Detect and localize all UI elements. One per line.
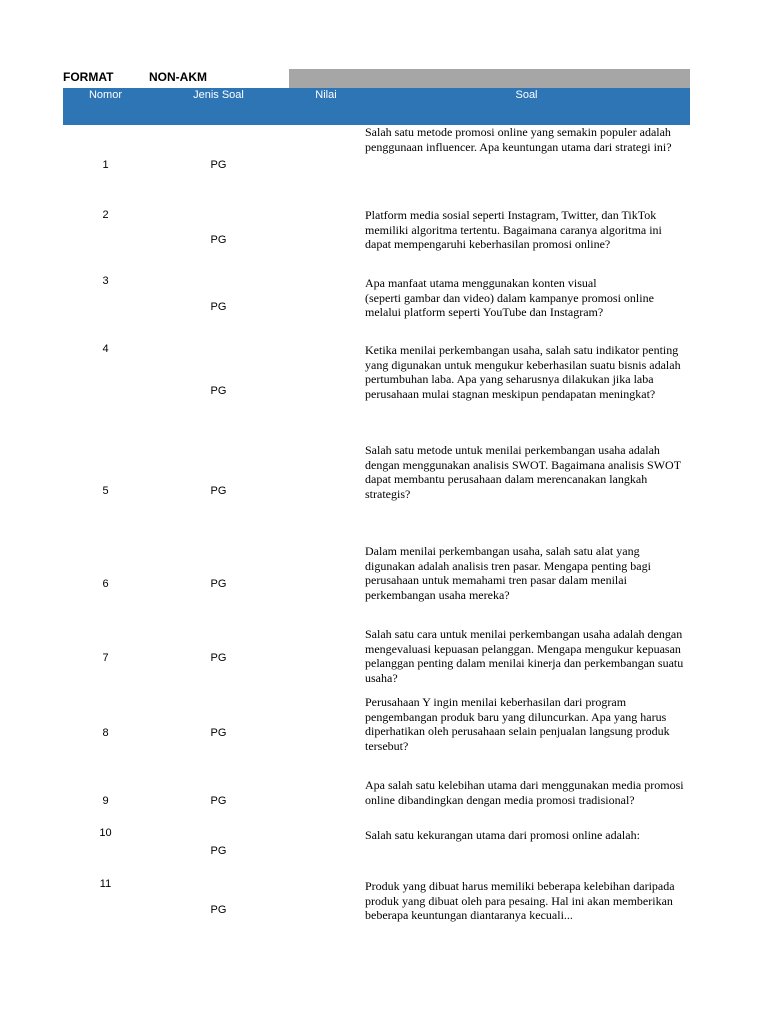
question-text: Salah satu metode untuk menilai perkembangan usaha adalah dengan menggunakan analisis SWOT. Bagaimana analisis SWOT dapat membantu perusahaan dalam merencanakan langkah strategis? — [365, 443, 681, 501]
question-type: PG — [210, 652, 227, 664]
question-text: Apa salah satu kelebihan utama dari menggunakan media promosi online dibandingkan dengan media promosi tradisional? — [365, 778, 684, 807]
question-number: 4 — [102, 343, 109, 355]
question-number: 7 — [102, 652, 109, 664]
question-type: PG — [210, 578, 227, 590]
question-text: Produk yang dibuat harus memiliki beberapa kelebihan daripada produk yang dibuat oleh para pesaing. Hal ini akan memberikan beberapa keuntungan diantaranya kecuali... — [365, 879, 675, 923]
format-label: FORMAT — [63, 70, 114, 84]
column-header-nomor: Nomor — [88, 89, 122, 101]
question-type: PG — [210, 159, 227, 171]
question-number: 9 — [102, 795, 109, 807]
question-type: PG — [210, 904, 227, 916]
question-text: Apa manfaat utama menggunakan konten visual (seperti gambar dan video) dalam kampanye promosi online melalui platform seperti YouTube dan Instagram? — [365, 276, 654, 320]
question-text: Salah satu metode promosi online yang semakin populer adalah penggunaan influencer. Apa keuntungan utama dari strategi ini? — [365, 125, 672, 154]
question-type: PG — [210, 385, 227, 397]
question-text: Salah satu cara untuk menilai perkembangan usaha adalah dengan mengevaluasi kepuasan pelanggan. Mengapa mengukur kepuasan pelanggan penting dalam menilai kinerja dan perkembangan suatu usaha? — [365, 627, 684, 685]
question-text: Ketika menilai perkembangan usaha, salah satu indikator penting yang digunakan untuk mengukur keberhasilan suatu bisnis adalah pertumbuhan laba. Apa yang seharusnya dilakukan jika laba perusahaan mulai stagnan meskipun pendapatan meningkat? — [365, 343, 681, 401]
question-number: 11 — [99, 878, 112, 890]
question-number: 6 — [102, 578, 109, 590]
question-number: 5 — [102, 485, 109, 497]
question-type: PG — [210, 234, 227, 246]
question-type: PG — [210, 727, 227, 739]
question-text: Dalam menilai perkembangan usaha, salah satu alat yang digunakan adalah analisis tren pasar. Mengapa penting bagi perusahaan untuk memahami tren pasar dalam menilai perkembangan usaha mereka? — [365, 544, 651, 602]
question-text: Platform media sosial seperti Instagram, Twitter, dan TikTok memiliki algoritma tertentu. Bagaimana caranya algoritma ini dapat mempengaruhi keberhasilan promosi online? — [365, 208, 662, 252]
question-type: PG — [210, 301, 227, 313]
question-text: Salah satu kekurangan utama dari promosi online adalah: — [365, 828, 640, 842]
question-type: PG — [210, 485, 227, 497]
question-type: PG — [210, 795, 227, 807]
question-number: 8 — [102, 727, 109, 739]
format-value: NON-AKM — [149, 70, 207, 84]
question-type: PG — [210, 845, 227, 857]
column-header-nilai: Nilai — [315, 89, 337, 101]
question-number: 3 — [102, 275, 109, 287]
header-gray-band — [289, 69, 690, 88]
question-number: 2 — [102, 209, 109, 221]
column-header-soal: Soal — [515, 89, 538, 101]
column-header-jenis-soal: Jenis Soal — [193, 89, 244, 101]
question-number: 1 — [102, 159, 109, 171]
question-text: Perusahaan Y ingin menilai keberhasilan dari program pengembangan produk baru yang diluncurkan. Apa yang harus diperhatikan oleh perusahaan selain penjualan langsung produk tersebut? — [365, 695, 670, 753]
question-number: 10 — [99, 827, 112, 839]
